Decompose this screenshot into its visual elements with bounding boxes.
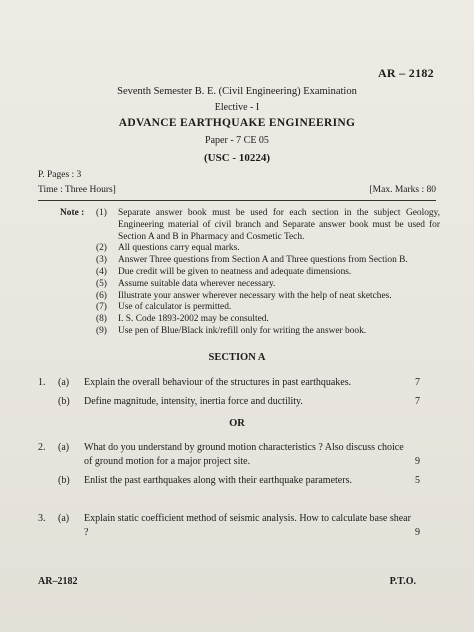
note-item: (5) Assume suitable data wherever necessary.: [96, 278, 276, 289]
section-title: SECTION A: [208, 352, 266, 363]
divider: [38, 200, 436, 201]
note-item: (8) I. S. Code 1893-2002 may be consulted.: [96, 314, 269, 325]
question-2a: 2. (a) What do you understand by ground motion characteristics ? Also discuss choice of ground motion for a major project site. 9: [38, 442, 420, 467]
note-item: Note : (1) Separate answer book must be used for each section in the subject Geology, Engineering material of civil branch and Separate answer book must be used for Section A and B in Pharmacy and Cosmetic Tech.: [60, 208, 440, 242]
exam-title: Seventh Semester B. E. (Civil Engineering) Examination: [117, 86, 357, 97]
marks-value: 7: [415, 377, 420, 388]
paper-code: AR – 2182: [377, 66, 434, 80]
instructions-note: [60, 208, 440, 338]
note-item: (4) Due credit will be given to neatness and adequate dimensions.: [96, 266, 352, 277]
marks-value: 9: [415, 527, 420, 538]
time-allowed: Time : Three Hours]: [38, 185, 116, 195]
note-item: (3) Answer Three questions from Section A and Three questions from Section B.: [96, 255, 408, 266]
or-separator: OR: [229, 418, 245, 429]
elective-label: Elective - I: [214, 102, 260, 113]
footer-pto: P.T.O.: [389, 576, 416, 587]
max-marks: [Max. Marks : 80: [369, 185, 436, 195]
question-1b: (b) Define magnitude, intensity, inertia force and ductility. 7: [58, 396, 420, 407]
note-item: (7) Use of calculator is permitted.: [96, 302, 232, 313]
note-item: (6) Illustrate your answer wherever necessary with the help of neat sketches.: [96, 290, 392, 301]
note-label: Note :: [60, 208, 85, 218]
subject-title: ADVANCE EARTHQUAKE ENGINEERING: [118, 117, 356, 129]
note-item: (9) Use pen of Blue/Black ink/refill only for writing the answer book.: [96, 325, 367, 336]
marks-value: 7: [415, 396, 420, 407]
footer-paper-code: AR–2182: [38, 576, 78, 587]
question-1a: 1. (a) Explain the overall behaviour of the structures in past earthquakes. 7: [38, 377, 420, 388]
page-count: P. Pages : 3: [38, 170, 82, 180]
question-3a: 3. (a) Explain static coefficient method of seismic analysis. How to calculate base shear ? 9: [38, 513, 420, 538]
paper-number: Paper - 7 CE 05: [205, 135, 269, 146]
usc-code: (USC - 10224): [204, 152, 270, 164]
marks-value: 5: [415, 475, 420, 486]
marks-value: 9: [415, 456, 420, 467]
question-2b: (b) Enlist the past earthquakes along with their earthquake parameters. 5: [58, 475, 420, 486]
note-item: (2) All questions carry equal marks.: [96, 243, 240, 254]
